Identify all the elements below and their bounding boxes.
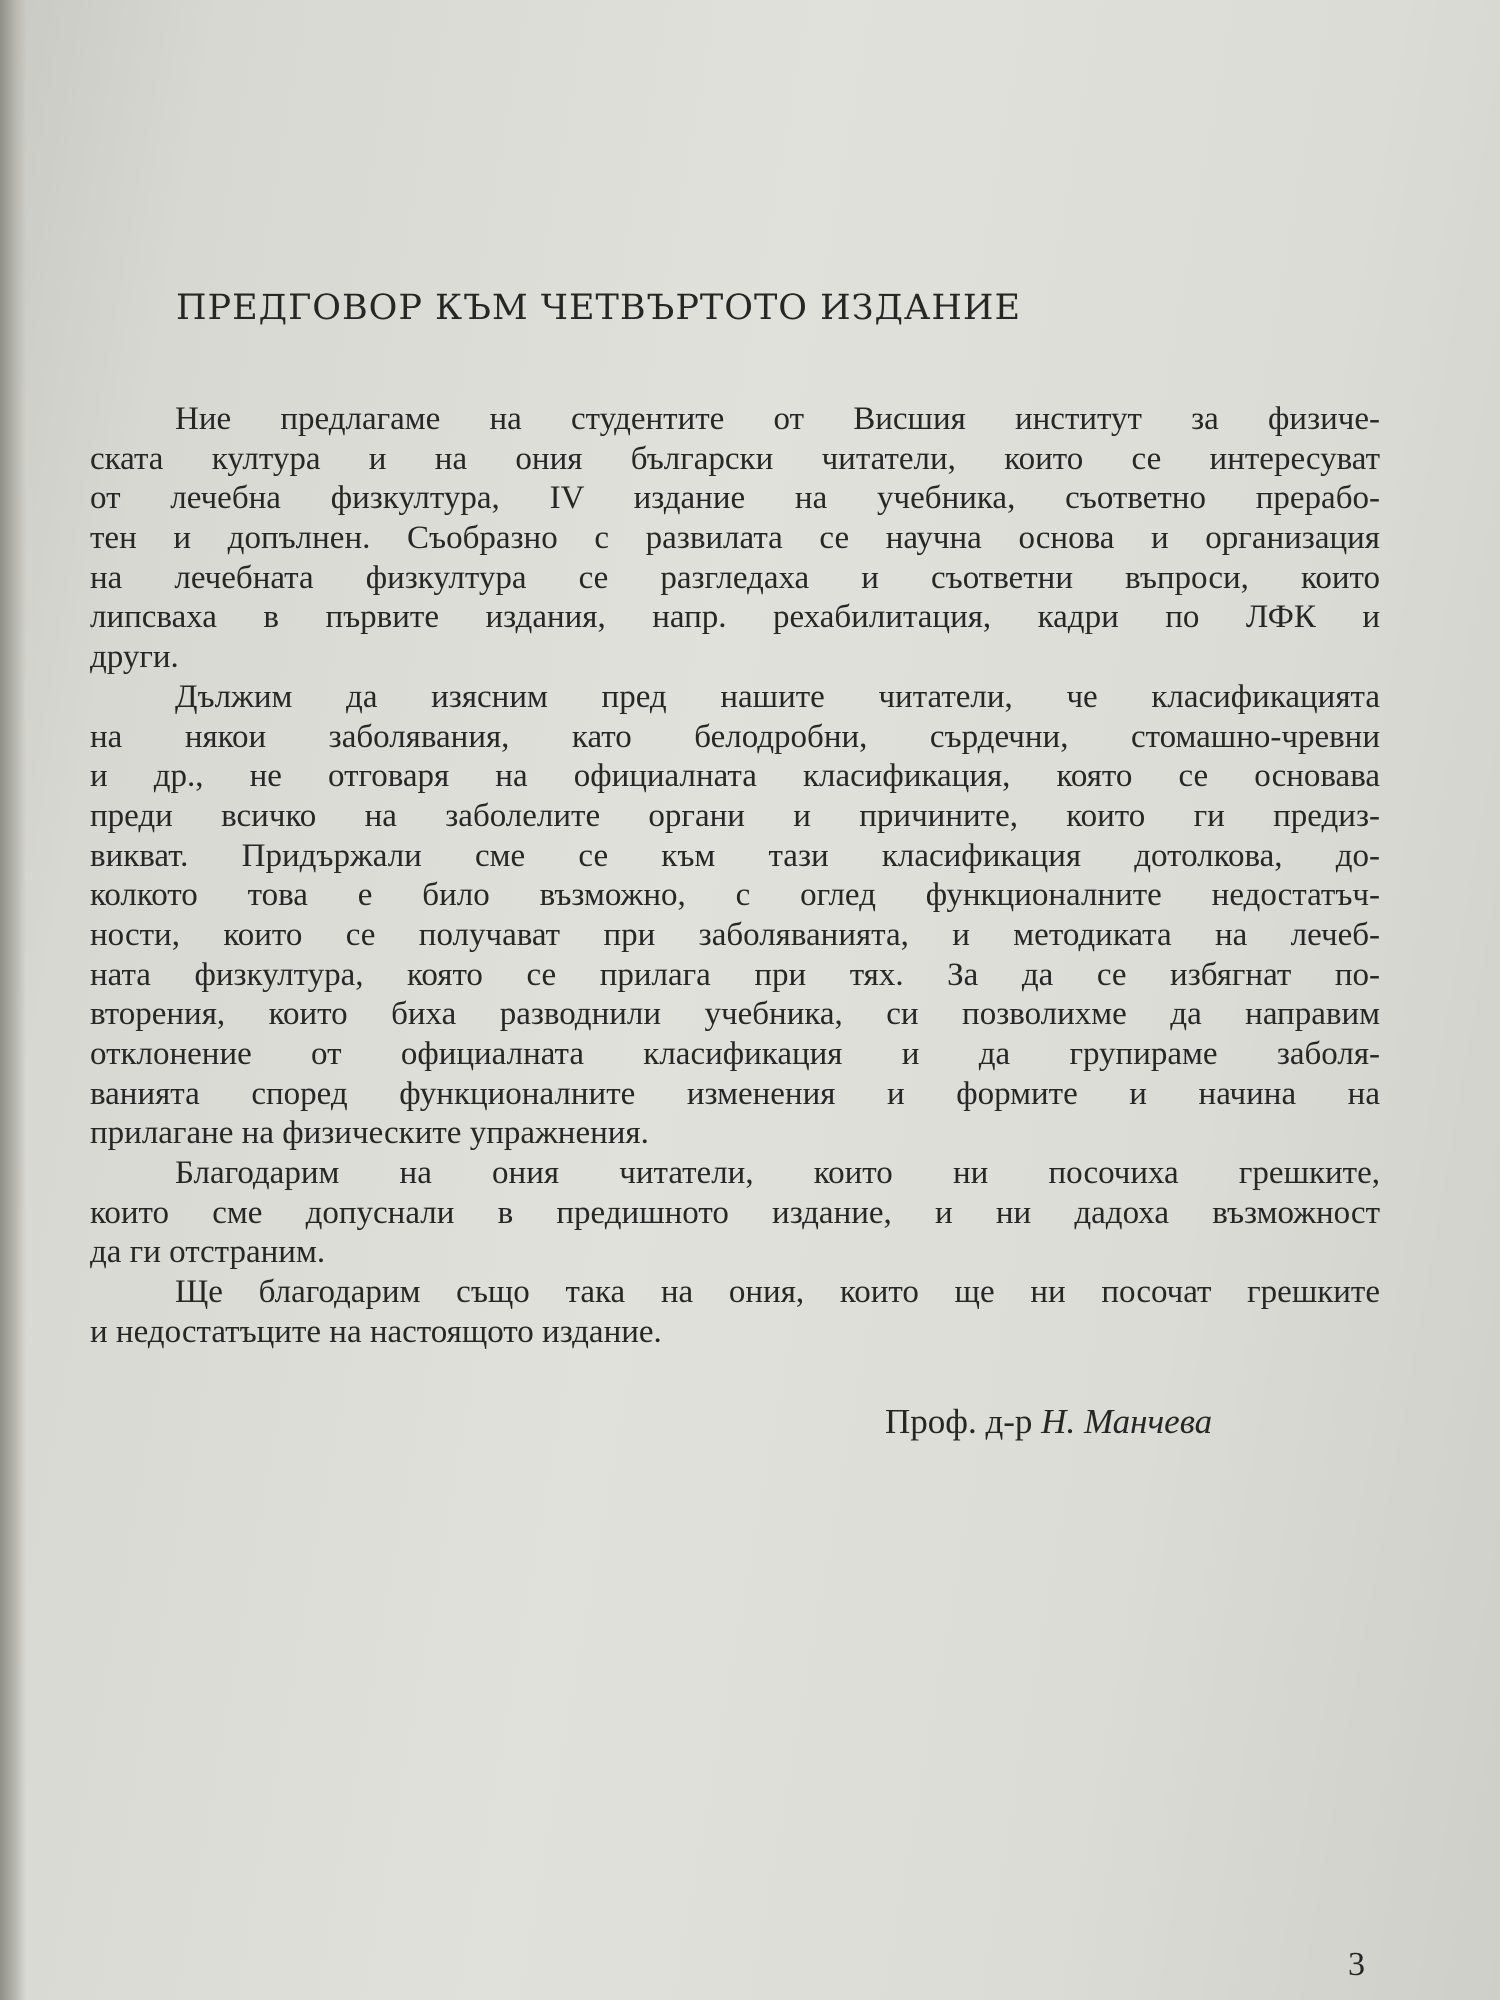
author-name: Н. Манчева [1041, 1402, 1213, 1441]
text-line: отклонение от официалната класификация и да групираме заболя- [90, 1036, 1380, 1072]
text-line: Дължим да изясним пред нашите читатели, че класификацията [175, 678, 1380, 715]
text-line: ности, които се получават при заболяванията, и методиката на лечеб- [90, 916, 1380, 953]
text-line: колкото това е било възможно, с оглед функционалните недостатъч- [90, 877, 1380, 914]
text-line: прилагане на физическите упражнения. [90, 1115, 649, 1152]
preface-body [90, 400, 1380, 1353]
paragraph-2 [90, 678, 1380, 1154]
text-line: които сме допуснали в предишното издание, и ни дадоха възможност [90, 1194, 1380, 1231]
page-number: 3 [1348, 1946, 1365, 1983]
text-line: викват. Придържали сме се към тази класификация дотолкова, до- [90, 837, 1380, 874]
text-line: ванията според функционалните изменения и формите и начина на [90, 1075, 1380, 1112]
text-line: Ще благодарим също така на ония, които ще ни посочат грешките [175, 1274, 1380, 1311]
text-line: на някои заболявания, като белодробни, сърдечни, стомашно-чревни [90, 718, 1380, 755]
text-line: от лечебна физкултура, IV издание на учебника, съответно прерабо- [90, 480, 1380, 517]
author-title: Проф. д-р [885, 1402, 1033, 1441]
text-line: тен и допълнен. Съобразно с развилата се научна основа и организация [90, 520, 1380, 557]
paragraph-1 [90, 400, 1380, 678]
text-line: ната физкултура, която се прилага при тях. За да се избягнат по- [90, 956, 1380, 993]
paragraph-3 [90, 1154, 1380, 1273]
page-title: ПРЕДГОВОР КЪМ ЧЕТВЪРТОТО ИЗДАНИЕ [176, 288, 1021, 328]
text-line: на лечебната физкултура се разгледаха и съответни въпроси, които [90, 559, 1380, 596]
text-line: ската култура и на ония български читатели, които се интересуват [90, 440, 1380, 477]
author-signature [885, 1402, 1212, 1442]
text-line: и др., не отговаря на официалната класификация, която се основава [90, 758, 1380, 795]
text-line: да ги отстраним. [90, 1234, 326, 1271]
text-line: преди всичко на заболелите органи и причините, които ги предиз- [90, 797, 1380, 834]
text-line: липсваха в първите издания, напр. рехабилитация, кадри по ЛФК и [90, 599, 1380, 636]
text-line: и недостатъците на настоящото издание. [90, 1313, 662, 1350]
paragraph-4 [90, 1273, 1380, 1352]
text-line: Ние предлагаме на студентите от Висшия институт за физиче- [175, 401, 1380, 437]
page-spine-shadow [0, 0, 26, 2000]
text-line: Благодарим на ония читатели, които ни посочиха грешките, [175, 1155, 1380, 1192]
text-line: вторения, които биха разводнили учебника, си позволихме да направим [90, 996, 1380, 1033]
text-line: други. [90, 639, 179, 676]
